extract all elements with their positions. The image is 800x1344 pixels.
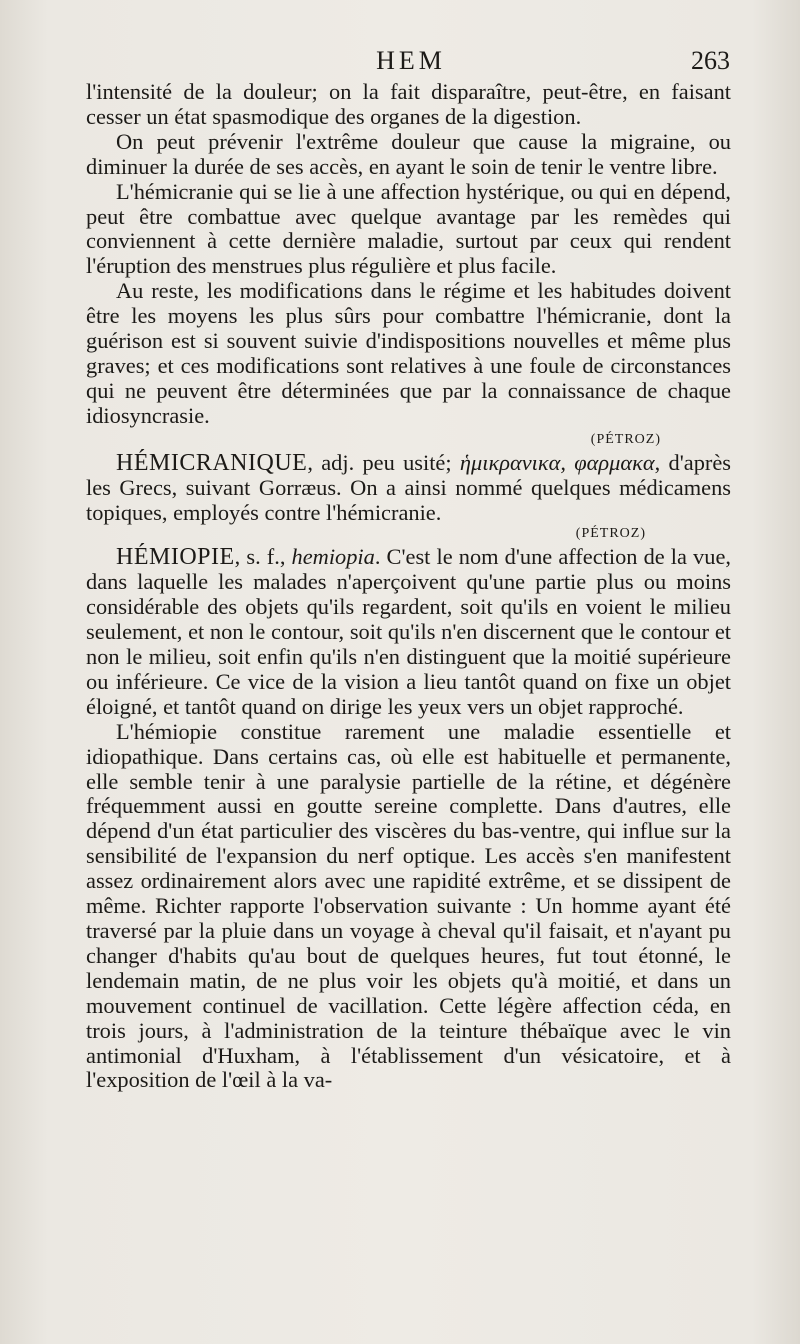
- entry-hemicranique-grammar: , adj. peu usité;: [307, 449, 460, 475]
- paragraph-migraine-prevention: On peut prévenir l'extrême douleur que cause la migraine, ou diminuer la durée de ses accès, en ayant le soin de tenir le ventre libre.: [86, 128, 731, 179]
- entry-hemiopie-definition: . C'est le nom d'une affection de la vue, dans laquelle les malades n'aperçoivent qu'une partie plus ou moins considérable des objets qu'ils regardent, soit qu'ils en voient le milieu seulement, et non le contour, soit qu'ils n'en discernent que le contour et non le milieu, soit enfin qu'ils n'en distinguent que la moitié supérieure ou inférieure. Ce vice de la vision a lieu tantôt quand on fixe un objet éloigné, et tantôt quand on dirige les yeux vers un objet rapproché.: [86, 544, 731, 719]
- page-number: 263: [691, 46, 730, 75]
- entry-hemiopie-grammar: , s. f.,: [234, 544, 292, 570]
- entry-hemiopie: [86, 545, 731, 719]
- author-signature: (PÉTROZ): [590, 431, 661, 447]
- running-title: HEM: [376, 46, 446, 75]
- headword-hemicranique: HÉMICRANIQUE: [116, 449, 308, 476]
- headword-hemiopie: HÉMIOPIE: [116, 544, 235, 571]
- entry-hemicranique-definition: , d'après les Grecs, suivant Gorræus. On a ainsi nommé quelques médicamens topiques, employés contre l'hémicranie.: [86, 449, 731, 525]
- paragraph-hysterical-hemicrania: L'hémicranie qui se lie à une affection hystérique, ou qui en dépend, peut être combattue avec quelque avantage par les remèdes qui conviennent à cette dernière maladie, surtout par ceux qui rendent l'éruption des menstrues plus régulière et plus facile.: [86, 178, 731, 279]
- paragraph-regime-modifications: Au reste, les modifications dans le régime et les habitudes doivent être les moyens les plus sûrs pour combattre l'hémicranie, dont la guérison est si souvent suivie d'indispositions nouvelles et même plus graves; et ces modifications sont relatives à une foule de circonstances qui ne peuvent être déterminées que par la connaissance de chaque idiosyncrasie.: [86, 278, 731, 428]
- running-head: [86, 46, 736, 80]
- latin-term: hemiopia: [291, 544, 375, 570]
- paragraph-hemiopie-causes: L'hémiopie constitue rarement une maladie essentielle et idiopathique. Dans certains cas, où elle est habituelle et permanente, elle semble tenir à une paralysie partielle de la rétine, et dégénère fréquemment aussi en goutte sereine complette. Dans d'autres, elle dépend d'un état particulier des viscères du bas-ventre, qui influe sur la sensibilité de l'expansion du nerf optique. Les accès s'en manifestent assez ordinairement alors avec une rapidité extrême, et se dissipent de même. Richter rapporte l'observation suivante : Un homme ayant été traversé par la pluie dans un voyage à cheval qu'il faisait, et n'ayant pu changer d'habits qu'au bout de quelques heures, fut tout étonné, le lendemain matin, de ne plus voir les objets qu'à moitié, et dans un mouvement continuel de vacillation. Cette légère affection céda, en trois jours, à l'administration de la teinture thébaïque avec le vin antimonial d'Huxham, à l'établissement d'un vésicatoire, et à l'exposition de l'œil à la va-: [86, 718, 731, 1093]
- paragraph-continuation: l'intensité de la douleur; on la fait disparaître, peut-être, en faisant cesser un état spasmodique des organes de la digestion.: [86, 79, 731, 129]
- author-signature: (PÉTROZ): [575, 526, 646, 542]
- text-block: [86, 80, 731, 1093]
- greek-term: ἡμικρανικα, φαρμακα: [459, 449, 655, 475]
- entry-hemicranique: [86, 451, 731, 526]
